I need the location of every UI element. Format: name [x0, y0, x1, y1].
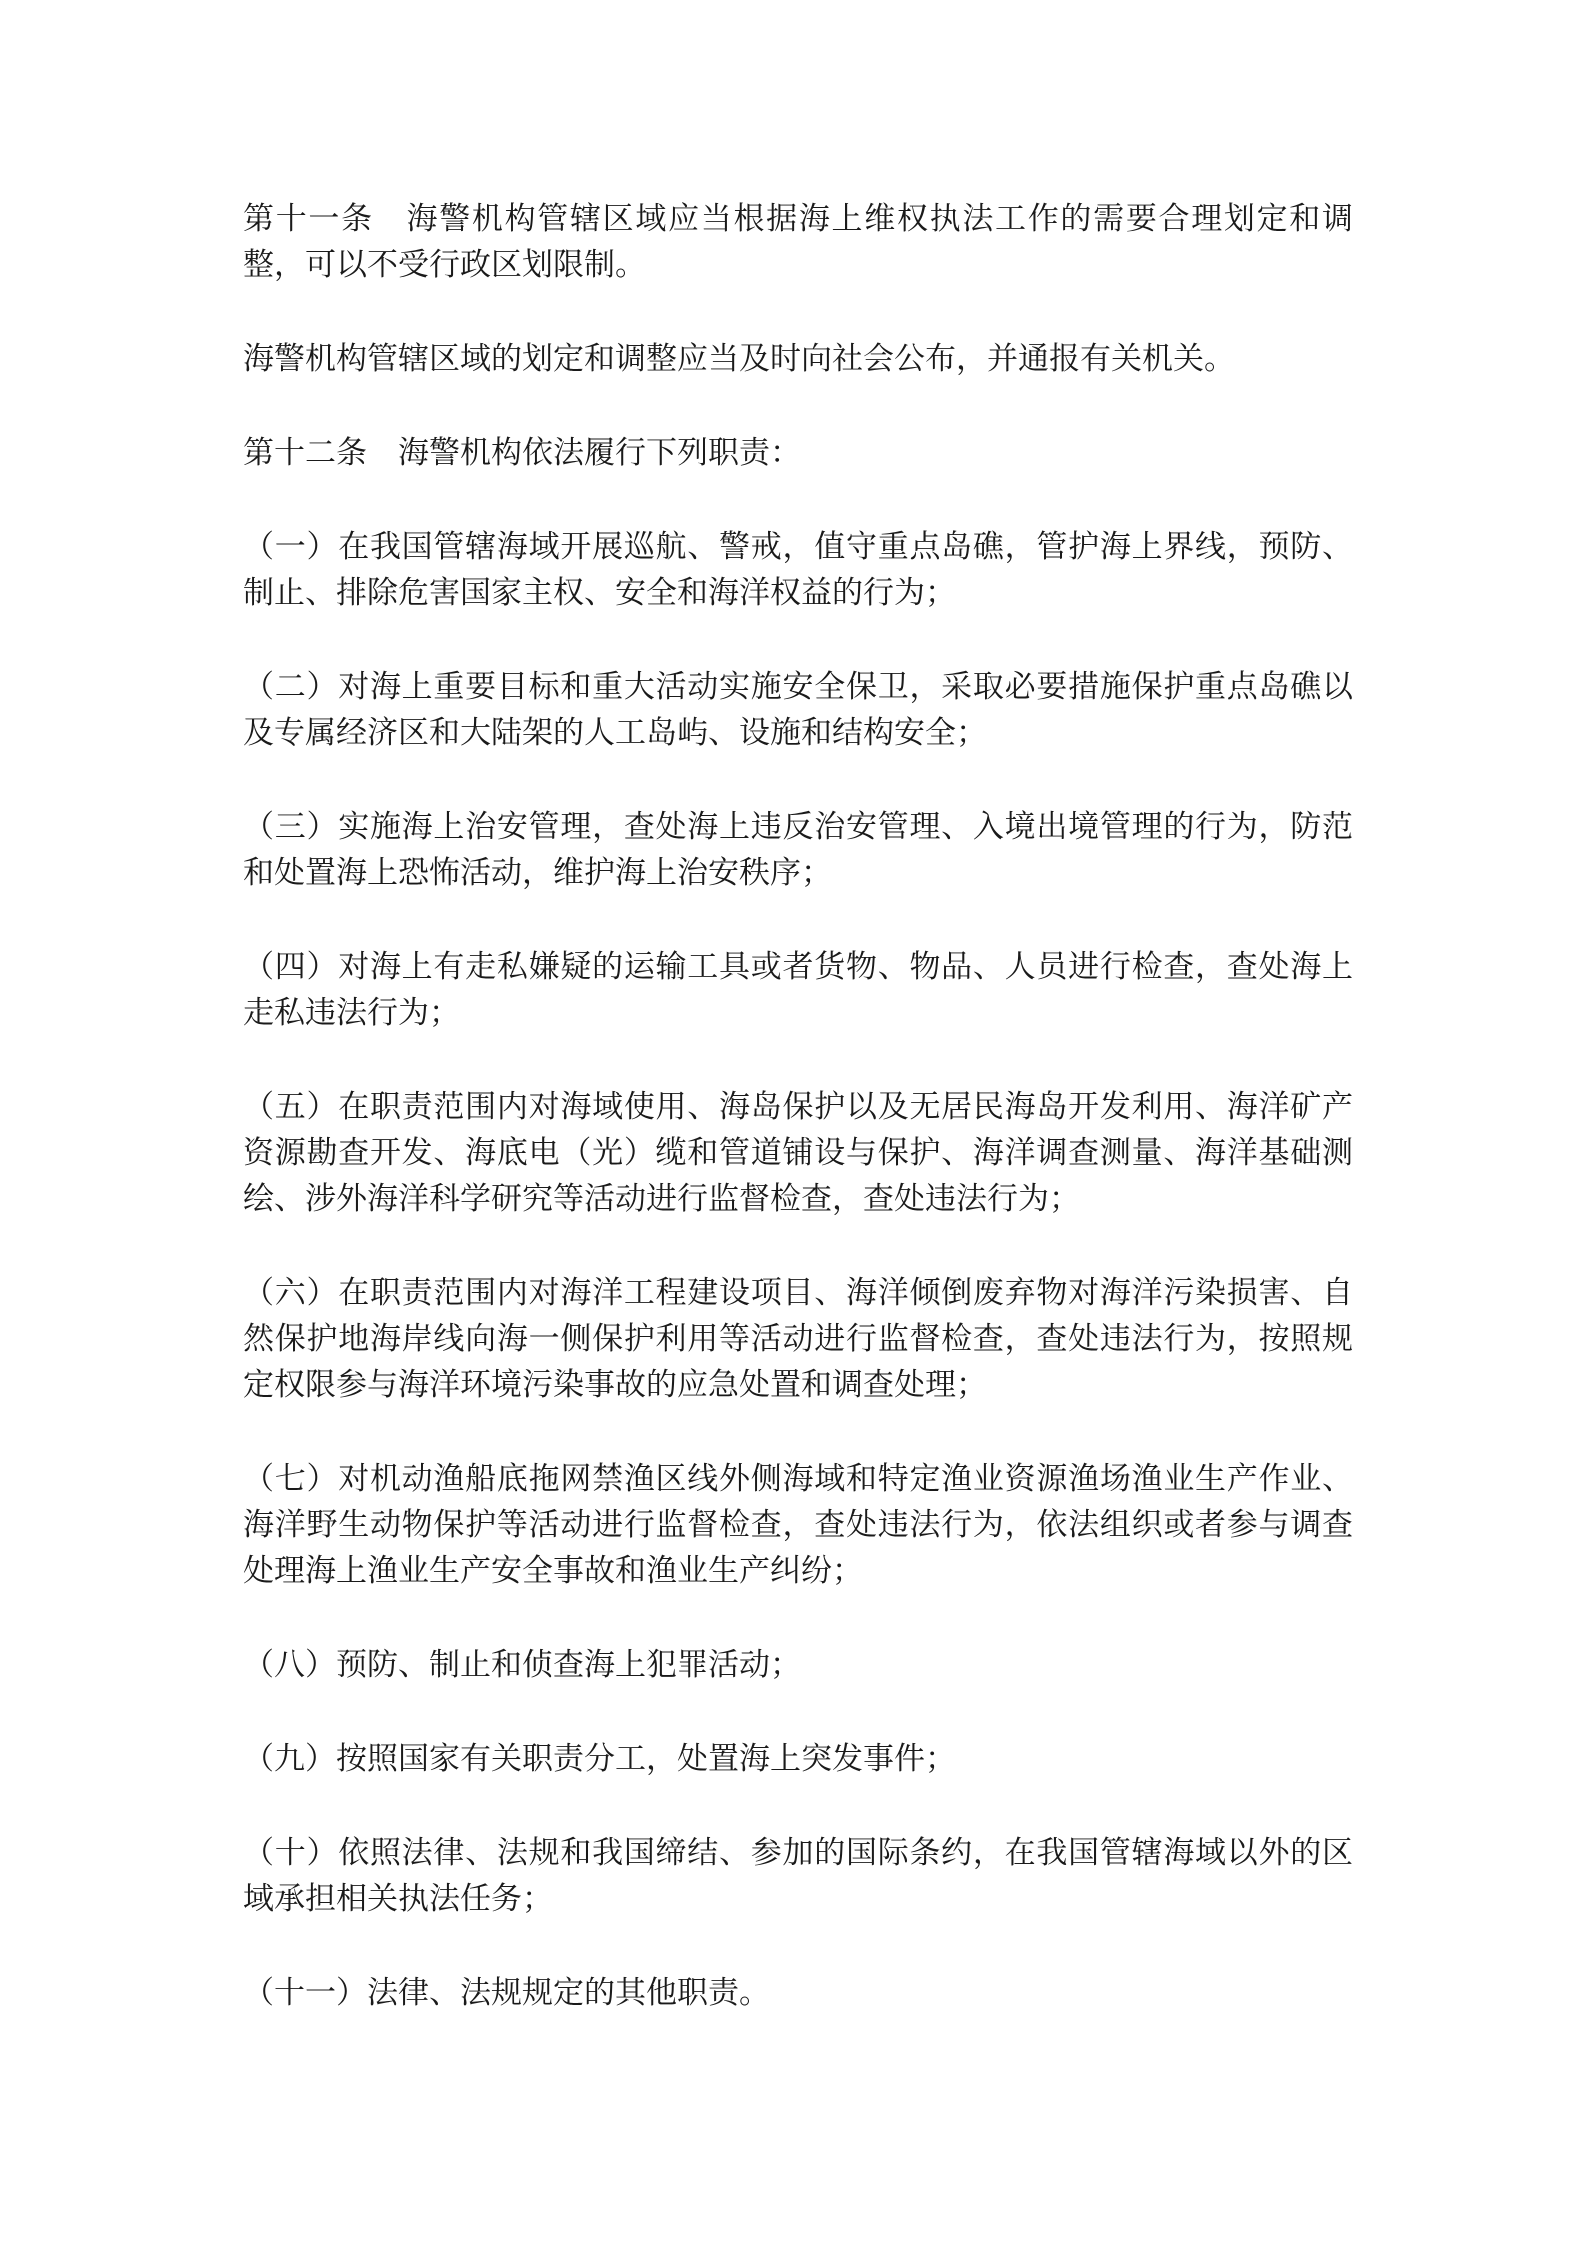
list-item: （三）实施海上治安管理，查处海上违反治安管理、入境出境管理的行为，防范和处置海上恐怖活动，维护海上治安秩序；: [243, 809, 1353, 891]
article-12-label: 第十二条: [243, 435, 367, 471]
article-11-paragraph: [243, 196, 1353, 288]
list-item: （四）对海上有走私嫌疑的运输工具或者货物、物品、人员进行检查，查处海上走私违法行为；: [243, 949, 1353, 1031]
article-11-text: 海警机构管辖区域应当根据海上维权执法工作的需要合理划定和调整，可以不受行政区划限制。: [243, 201, 1354, 283]
list-item: （二）对海上重要目标和重大活动实施安全保卫，采取必要措施保护重点岛礁以及专属经济区和大陆架的人工岛屿、设施和结构安全；: [243, 669, 1353, 751]
article-12-text: 海警机构依法履行下列职责：: [398, 435, 801, 471]
list-item: （八）预防、制止和侦查海上犯罪活动；: [243, 1647, 801, 1683]
article-12-paragraph: [243, 430, 1353, 476]
list-item: （十一）法律、法规规定的其他职责。: [243, 1975, 770, 2011]
article-11-paragraph-2: 海警机构管辖区域的划定和调整应当及时向社会公布，并通报有关机关。: [243, 341, 1235, 377]
list-item: （五）在职责范围内对海域使用、海岛保护以及无居民海岛开发利用、海洋矿产资源勘查开发、海底电（光）缆和管道铺设与保护、海洋调查测量、海洋基础测绘、涉外海洋科学研究等活动进行监督检查，查处违法行为；: [243, 1089, 1353, 1217]
list-item: （九）按照国家有关职责分工，处置海上突发事件；: [243, 1741, 956, 1777]
list-item: （十）依照法律、法规和我国缔结、参加的国际条约，在我国管辖海域以外的区域承担相关执法任务；: [243, 1835, 1353, 1917]
list-item: （一）在我国管辖海域开展巡航、警戒，值守重点岛礁，管护海上界线，预防、制止、排除危害国家主权、安全和海洋权益的行为；: [243, 529, 1353, 611]
list-item: （六）在职责范围内对海洋工程建设项目、海洋倾倒废弃物对海洋污染损害、自然保护地海岸线向海一侧保护利用等活动进行监督检查，查处违法行为，按照规定权限参与海洋环境污染事故的应急处置和调查处理；: [243, 1275, 1353, 1403]
article-11-label: 第十一条: [243, 201, 374, 237]
document-page: [243, 196, 1353, 2016]
list-item: （七）对机动渔船底拖网禁渔区线外侧海域和特定渔业资源渔场渔业生产作业、海洋野生动物保护等活动进行监督检查，查处违法行为，依法组织或者参与调查处理海上渔业生产安全事故和渔业生产纠纷；: [243, 1461, 1353, 1589]
